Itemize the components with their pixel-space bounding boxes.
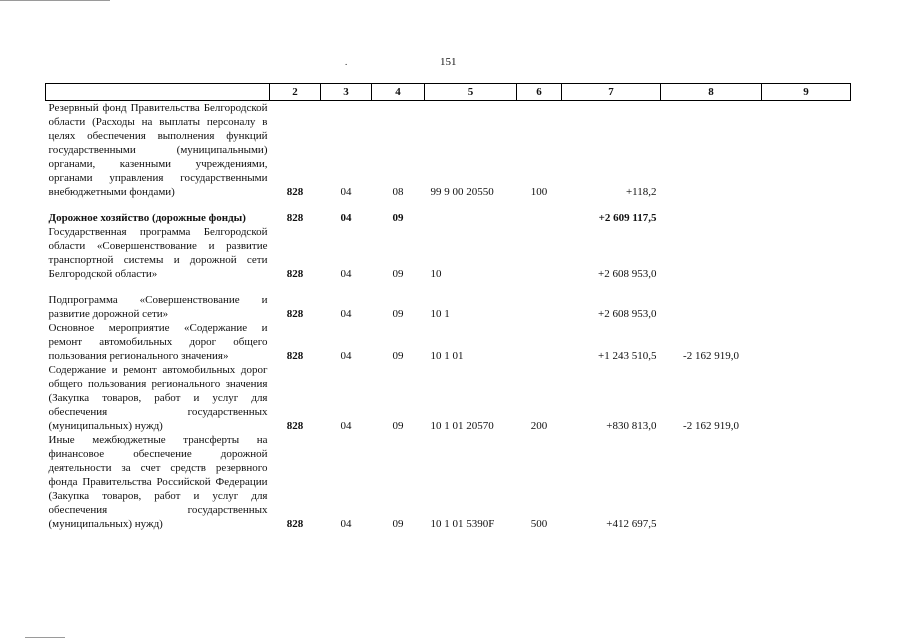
header-cell-2: 2 (270, 84, 321, 101)
header-cell-5: 5 (425, 84, 517, 101)
row-col4: 08 (392, 186, 404, 198)
row-col3: 04 (340, 186, 352, 198)
row-col4: 09 (392, 212, 404, 224)
row-col4: 09 (392, 518, 404, 530)
scan-edge-line-top (0, 0, 110, 1)
row-col6: 200 (530, 420, 548, 432)
row-col4: 09 (392, 268, 404, 280)
row-spacer (46, 199, 851, 211)
table-row (46, 363, 851, 433)
row-col8 (661, 225, 762, 281)
row-name: Резервный фонд Правительства Белгородской области (Расходы на выплаты персоналу в целях обеспечения выполнения функций государственными (муниципальными) органами, казенными учреждениями, органами управления государственными внебюджетными фондами) (48, 102, 268, 198)
row-col7: +2 609 117,5 (598, 212, 657, 224)
row-name: Содержание и ремонт автомобильных дорог общего пользования регионального значения (Закупка товаров, работ и услуг для обеспечения государственных (муниципальных) нужд) (48, 364, 268, 432)
row-col8 (661, 293, 762, 321)
row-col4: 09 (392, 308, 404, 320)
row-col2: 828 (286, 518, 304, 530)
row-col7: +412 697,5 (606, 518, 657, 530)
row-col2: 828 (286, 420, 304, 432)
row-col6 (517, 321, 562, 363)
row-col2: 828 (286, 212, 304, 224)
row-col4: 09 (392, 350, 404, 362)
row-col9 (762, 293, 851, 321)
row-name: Подпрограмма «Совершенствование и развитие дорожной сети» (48, 294, 268, 320)
row-spacer (46, 281, 851, 293)
row-col7: +2 608 953,0 (598, 308, 657, 320)
header-cell-3: 3 (321, 84, 372, 101)
row-col9 (762, 433, 851, 531)
row-col5: 10 1 (430, 308, 450, 320)
header-cell-4: 4 (372, 84, 425, 101)
budget-table (45, 83, 851, 531)
table-row (46, 321, 851, 363)
row-col8: -2 162 919,0 (683, 350, 739, 362)
row-col2: 828 (286, 308, 304, 320)
row-name: Основное мероприятие «Содержание и ремонт автомобильных дорог общего пользования регионального значения» (48, 322, 268, 362)
row-col7: +118,2 (625, 186, 657, 198)
row-col8 (661, 211, 762, 225)
row-col3: 04 (340, 308, 352, 320)
row-col6 (517, 293, 562, 321)
table-row (46, 225, 851, 281)
row-col8 (661, 433, 762, 531)
table-row (46, 293, 851, 321)
header-cell-8: 8 (661, 84, 762, 101)
row-col3: 04 (340, 212, 352, 224)
row-col3: 04 (340, 268, 352, 280)
table-row (46, 433, 851, 531)
row-col7: +830 813,0 (606, 420, 657, 432)
row-col5: 10 1 01 (430, 350, 464, 362)
row-col3: 04 (340, 518, 352, 530)
row-col2: 828 (286, 186, 304, 198)
row-name: Государственная программа Белгородской области «Совершенствование и развитие транспортной системы и дорожной сети Белгородской области» (48, 226, 268, 280)
scan-edge-line-bottom (25, 637, 65, 638)
row-name: Дорожное хозяйство (дорожные фонды) (48, 212, 246, 224)
row-col2: 828 (286, 350, 304, 362)
row-col9 (762, 363, 851, 433)
table-row (46, 211, 851, 225)
page-mark: . (345, 57, 348, 67)
row-col9 (762, 211, 851, 225)
header-cell-6: 6 (517, 84, 562, 101)
row-col3: 04 (340, 350, 352, 362)
row-col6: 100 (530, 186, 548, 198)
row-col8: -2 162 919,0 (683, 420, 739, 432)
row-col9 (762, 321, 851, 363)
row-col5: 10 1 01 5390F (430, 518, 495, 530)
row-col9 (762, 101, 851, 200)
row-col6 (517, 211, 562, 225)
row-col7: +2 608 953,0 (598, 268, 657, 280)
table-row (46, 101, 851, 200)
row-col6 (517, 225, 562, 281)
row-col6: 500 (530, 518, 548, 530)
row-col9 (762, 225, 851, 281)
header-cell-9: 9 (762, 84, 851, 101)
row-col5: 10 1 01 20570 (430, 420, 494, 432)
row-col5 (425, 211, 517, 225)
header-cell-7: 7 (562, 84, 661, 101)
page-number: 151 (440, 56, 457, 68)
row-col7: +1 243 510,5 (598, 350, 657, 362)
row-col5: 10 (430, 268, 442, 280)
row-col3: 04 (340, 420, 352, 432)
row-name: Иные межбюджетные трансферты на финансовое обеспечение дорожной деятельности за счет средств резервного фонда Правительства Российской Федерации (Закупка товаров, работ и услуг для обеспечения государственных (муниципальных) нужд) (48, 434, 268, 530)
row-col5: 99 9 00 20550 (430, 186, 494, 198)
row-col4: 09 (392, 420, 404, 432)
header-row (46, 84, 851, 101)
header-cell-name (46, 84, 270, 101)
row-col2: 828 (286, 268, 304, 280)
row-col8 (661, 101, 762, 200)
